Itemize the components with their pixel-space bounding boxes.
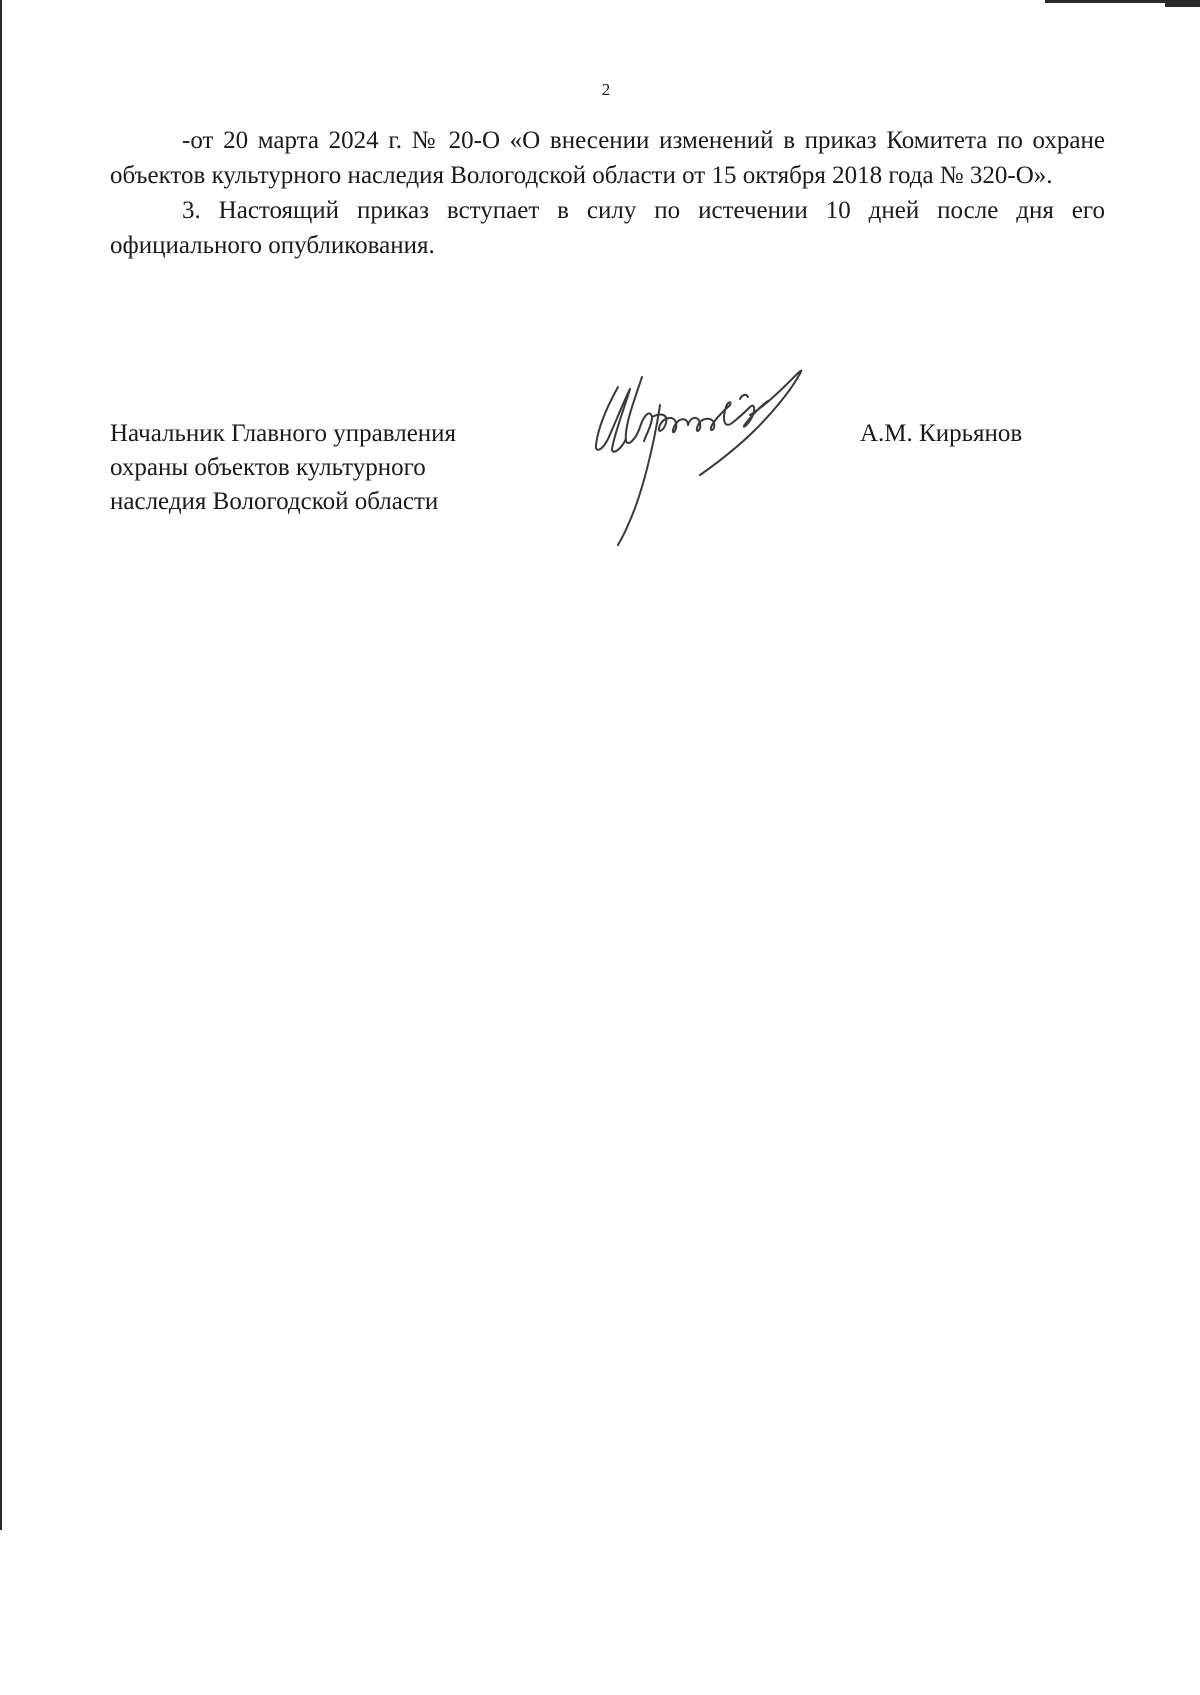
position-line-2: охраны объектов культурного: [110, 454, 426, 481]
position-line-1: Начальник Главного управления: [110, 420, 457, 447]
signatory-position: [110, 417, 456, 519]
document-body: [110, 123, 1105, 263]
paragraph-effective-date: 3. Настоящий приказ вступает в силу по истечении 10 дней после дня его официального опубликования.: [110, 197, 1105, 259]
scan-edge-top-mark: [1165, 3, 1200, 7]
paragraph-amendment-reference: -от 20 марта 2024 г. № 20-О «О внесении изменений в приказ Комитета по охране объектов культурного наследия Вологодской области от 15 октября 2018 года № 320-О».: [110, 127, 1105, 189]
signature-strokes: [596, 371, 801, 545]
signer-name: А.М. Кирьянов: [860, 420, 1023, 447]
scan-edge-left: [0, 0, 2, 1530]
page-number: 2: [601, 80, 611, 99]
position-line-3: наследия Вологодской области: [110, 488, 439, 515]
handwritten-signature: [590, 365, 890, 565]
